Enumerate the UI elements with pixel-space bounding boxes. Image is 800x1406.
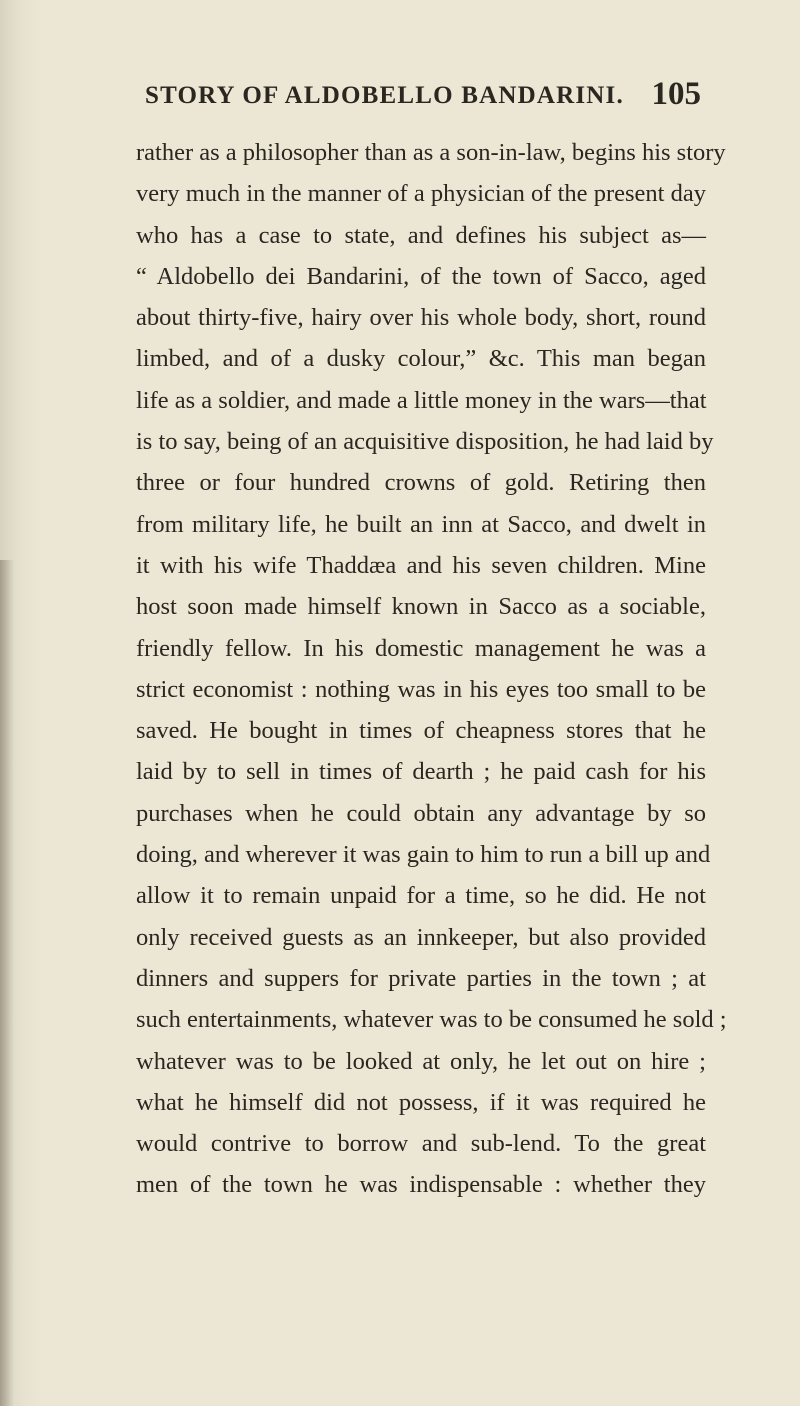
text-line: allow it to remain unpaid for a time, so he did. He not [136, 882, 706, 910]
text-line: host soon made himself known in Sacco as a sociable, [136, 593, 706, 621]
text-line: doing, and wherever it was gain to him to run a bill up and [136, 841, 711, 869]
text-line: very much in the manner of a physician of the present day [136, 180, 706, 208]
text-line: rather as a philosopher than as a son-in-law, begins his story [136, 139, 726, 166]
text-line: who has a case to state, and defines his subject as— [136, 221, 706, 249]
text-line: such entertainments, whatever was to be consumed he sold ; [136, 1006, 727, 1034]
text-line: saved. He bought in times of cheapness stores that he [136, 717, 706, 745]
page-number: 105 [651, 76, 701, 112]
text-line: whatever was to be looked at only, he let out on hire ; [136, 1047, 706, 1075]
text-line: life as a soldier, and made a little money in the wars—that [136, 386, 707, 414]
text-line: is to say, being of an acquisitive disposition, he had laid by [136, 428, 714, 456]
text-line: what he himself did not possess, if it was required he [136, 1088, 706, 1116]
text-line: would contrive to borrow and sub-lend. To the great [136, 1130, 706, 1158]
running-title: STORY OF ALDOBELLO BANDARINI. [145, 82, 624, 109]
binding-shadow [0, 560, 14, 1406]
text-line: about thirty-five, hairy over his whole body, short, round [136, 304, 706, 332]
text-line: from military life, he built an inn at Sacco, and dwelt in [136, 510, 706, 538]
text-line: purchases when he could obtain any advantage by so [136, 799, 706, 827]
text-line: it with his wife Thaddæa and his seven children. Mine [136, 551, 706, 579]
text-line: men of the town he was indispensable : whether they [136, 1171, 706, 1199]
body-paragraph [136, 132, 727, 1206]
running-head [145, 76, 701, 116]
text-line: dinners and suppers for private parties in the town ; at [136, 964, 706, 992]
text-line: limbed, and of a dusky colour,” &c. This man began [136, 345, 706, 373]
text-line: “ Aldobello dei Bandarini, of the town of Sacco, aged [136, 262, 706, 290]
text-line: three or four hundred crowns of gold. Retiring then [136, 469, 706, 497]
text-line: friendly fellow. In his domestic management he was a [136, 634, 706, 662]
text-line: only received guests as an innkeeper, but also provided [136, 923, 706, 951]
text-line: strict economist : nothing was in his eyes too small to be [136, 675, 706, 703]
text-line: laid by to sell in times of dearth ; he paid cash for his [136, 758, 706, 786]
